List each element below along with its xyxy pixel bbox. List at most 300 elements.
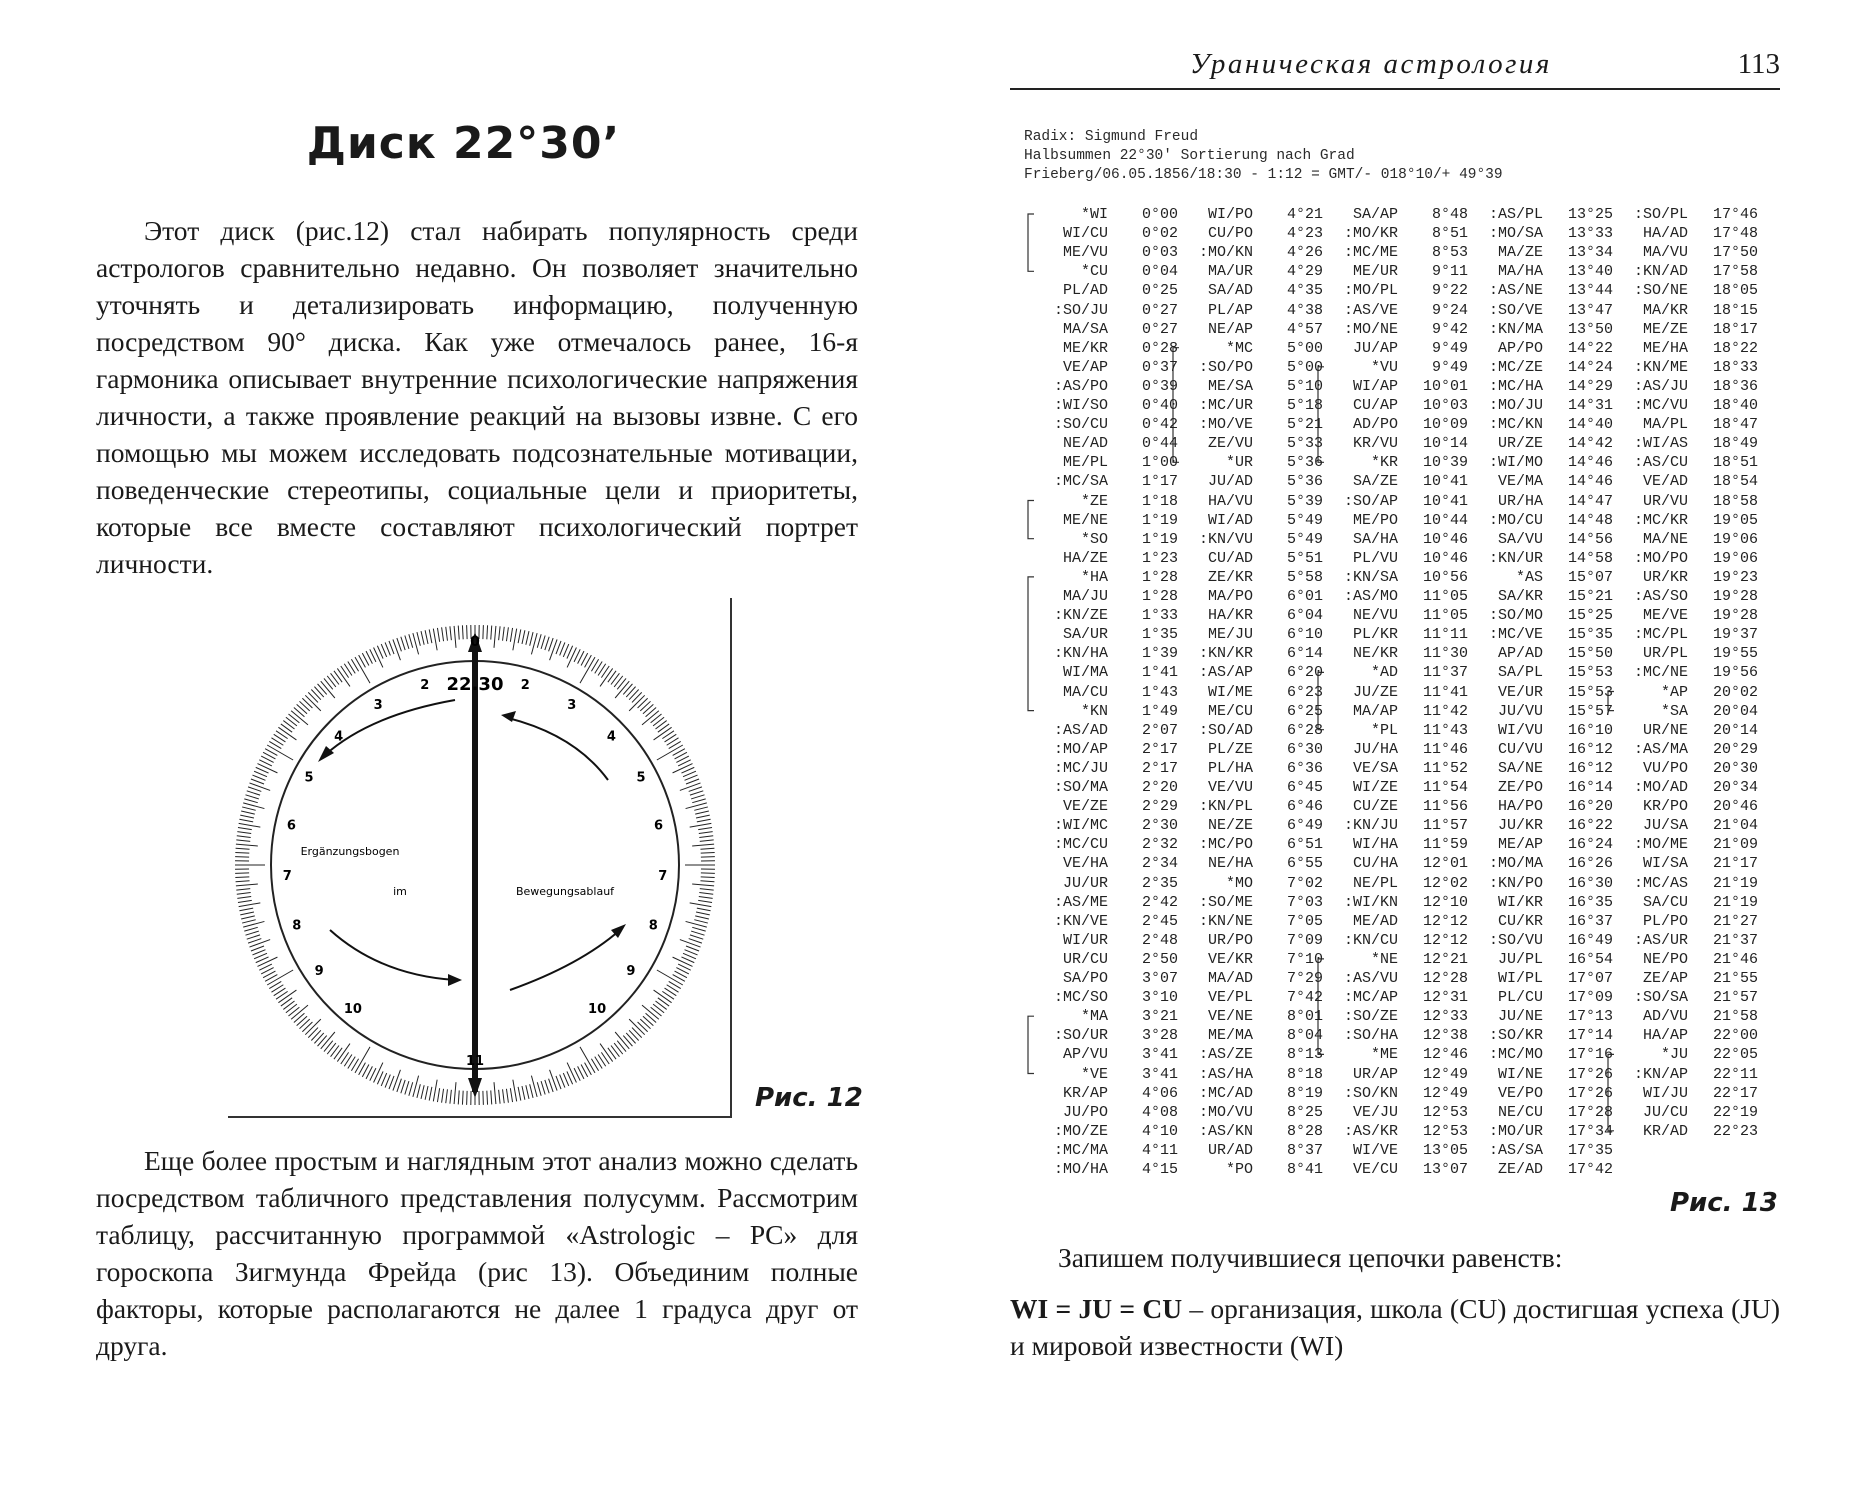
factor-cell: WI/UR: [1062, 931, 1108, 949]
degree-cell: 9°24: [1431, 301, 1468, 319]
degree-cell: 19°56: [1712, 664, 1758, 682]
degree-cell: 6°46: [1286, 798, 1323, 816]
lower-left-arc-arrow: [330, 930, 455, 980]
factor-cell: SA/PO: [1062, 970, 1108, 987]
factor-cell: *ME: [1370, 1046, 1398, 1064]
factor-cell: :SO/ME: [1198, 893, 1253, 911]
intro-paragraph: Этот диск (рис.12) стал набирать популярность среди астрологов сравнительно недавно. Он позволяет значительно уточнять и детализировать информацию, полученную посредством 90° диска. Как уже отмечалось ранее, 16-я гармоника описывает внутренние психологические напряжения личности, а также проявление реакций на вызовы извне. С его помощью мы можем исследовать подсознательные мотивации, поведенческие стереотипы, социальные цели и приоритеты, которые все вместе составляют психологический портрет личности.: [96, 215, 858, 579]
factor-cell: :WI/AS: [1633, 435, 1688, 453]
degree-cell: 2°20: [1141, 779, 1178, 796]
factor-cell: ME/PL: [1062, 454, 1108, 472]
degree-cell: 0°02: [1141, 225, 1178, 243]
factor-cell: *SO: [1080, 530, 1108, 548]
degree-cell: 1°28: [1141, 568, 1178, 586]
factor-cell: VE/PL: [1207, 989, 1253, 1007]
factor-cell: WI/ME: [1207, 683, 1253, 701]
factor-cell: :MO/HA: [1053, 1161, 1108, 1178]
factor-cell: :KN/JU: [1343, 817, 1398, 835]
factor-cell: *ZE: [1080, 492, 1108, 510]
factor-cell: *KN: [1080, 702, 1108, 720]
degree-cell: 14°24: [1567, 358, 1613, 376]
degree-cell: 22°17: [1712, 1084, 1758, 1102]
factor-cell: CU/AP: [1352, 397, 1398, 414]
degree-cell: 2°50: [1141, 950, 1178, 968]
factor-cell: :AS/ME: [1053, 893, 1108, 911]
degree-cell: 18°58: [1712, 492, 1758, 510]
factor-cell: CU/ZE: [1352, 798, 1398, 816]
disk-tick-label: 2: [520, 677, 530, 693]
factor-cell: SA/CU: [1642, 893, 1688, 911]
degree-cell: 8°13: [1286, 1046, 1323, 1064]
factor-cell: :MO/AP: [1053, 740, 1108, 758]
disk-tick-label: 3: [373, 697, 383, 713]
factor-cell: ME/HA: [1642, 339, 1688, 357]
factor-cell: *KR: [1370, 454, 1398, 472]
disk-tick-label: 2: [420, 677, 430, 693]
factor-cell: :MC/JU: [1053, 759, 1108, 777]
degree-cell: 17°09: [1567, 989, 1613, 1007]
degree-cell: 11°52: [1422, 759, 1468, 777]
upper-right-arc-arrow: [508, 718, 608, 780]
factor-cell: *MC: [1225, 339, 1253, 357]
factor-cell: ZE/KR: [1207, 568, 1253, 586]
disk-tick-label: 10: [588, 1001, 607, 1017]
degree-cell: 17°16: [1567, 1046, 1613, 1064]
factor-cell: :MC/KR: [1633, 511, 1688, 529]
disk-tick-label: 9: [626, 964, 636, 980]
degree-cell: 22°00: [1712, 1027, 1758, 1045]
degree-cell: 5°49: [1286, 530, 1323, 548]
degree-cell: 14°31: [1567, 397, 1613, 414]
degree-cell: 14°46: [1567, 454, 1613, 472]
factor-cell: :MO/UR: [1488, 1122, 1543, 1140]
degree-cell: 6°45: [1286, 779, 1323, 796]
factor-cell: CU/KR: [1497, 912, 1543, 930]
factor-cell: VE/NE: [1207, 1008, 1253, 1026]
degree-cell: 13°34: [1567, 244, 1613, 262]
factor-cell: *UR: [1225, 454, 1253, 472]
factor-cell: *AS: [1515, 568, 1543, 586]
factor-cell: :AS/KR: [1343, 1122, 1398, 1140]
degree-cell: 12°53: [1422, 1122, 1468, 1140]
degree-cell: 10°46: [1422, 530, 1468, 548]
degree-cell: 0°04: [1141, 263, 1178, 281]
factor-cell: UR/NE: [1642, 721, 1688, 739]
factor-cell: :WI/MC: [1053, 817, 1108, 835]
factor-cell: KR/PO: [1642, 798, 1688, 816]
degree-cell: 21°19: [1712, 893, 1758, 911]
degree-cell: 16°12: [1567, 759, 1613, 777]
degree-cell: 16°35: [1567, 893, 1613, 911]
degree-cell: 15°07: [1567, 568, 1613, 586]
degree-cell: 14°40: [1567, 416, 1613, 434]
factor-cell: :SO/MA: [1053, 779, 1108, 796]
factor-cell: :MC/SO: [1053, 989, 1108, 1007]
factor-cell: :MO/MA: [1488, 855, 1543, 873]
factor-cell: WI/AD: [1207, 511, 1253, 529]
degree-cell: 22°19: [1712, 1103, 1758, 1121]
factor-cell: :SO/UR: [1053, 1027, 1108, 1045]
degree-cell: 4°08: [1141, 1103, 1178, 1121]
degree-cell: 8°37: [1286, 1141, 1323, 1159]
factor-cell: :MC/ME: [1343, 244, 1398, 262]
degree-cell: 6°30: [1286, 740, 1323, 758]
factor-cell: MA/SA: [1062, 320, 1108, 338]
degree-cell: 21°27: [1712, 912, 1758, 930]
factor-cell: JU/SA: [1642, 817, 1688, 835]
factor-cell: :SO/KN: [1343, 1084, 1398, 1102]
degree-cell: 2°34: [1141, 855, 1178, 873]
degree-cell: 8°53: [1431, 244, 1468, 262]
factor-cell: *VE: [1080, 1065, 1108, 1083]
degree-cell: 16°14: [1567, 779, 1613, 796]
degree-cell: 11°56: [1422, 798, 1468, 816]
degree-cell: 11°59: [1422, 836, 1468, 854]
degree-cell: 22°23: [1712, 1122, 1758, 1140]
degree-cell: 1°49: [1141, 702, 1178, 720]
degree-cell: 16°30: [1567, 874, 1613, 892]
factor-cell: :KN/NE: [1198, 912, 1253, 930]
degree-cell: 11°11: [1422, 626, 1468, 644]
degree-cell: 6°23: [1286, 683, 1323, 701]
degree-cell: 4°35: [1286, 282, 1323, 300]
degree-cell: 6°49: [1286, 817, 1323, 835]
table-header-line: Frieberg/06.05.1856/18:30 - 1:12 = GMT/- 018°10/+ 49°39: [1024, 167, 1503, 183]
factor-cell: :SO/AD: [1198, 721, 1253, 739]
degree-cell: 7°29: [1286, 970, 1323, 987]
disk-tick-label: 9: [314, 964, 324, 980]
degree-cell: 21°37: [1712, 931, 1758, 949]
degree-cell: 21°55: [1712, 970, 1758, 987]
factor-cell: :SO/ZE: [1343, 1008, 1398, 1026]
factor-cell: *SA: [1660, 702, 1688, 720]
degree-cell: 1°18: [1141, 492, 1178, 510]
factor-cell: :KN/AP: [1633, 1065, 1688, 1083]
degree-cell: 2°17: [1141, 740, 1178, 758]
factor-cell: WI/VU: [1497, 721, 1543, 739]
factor-cell: ME/PO: [1352, 511, 1398, 529]
degree-cell: 1°41: [1141, 664, 1178, 682]
factor-cell: :MC/SA: [1053, 473, 1108, 491]
degree-cell: 10°09: [1422, 416, 1468, 434]
factor-cell: :SO/JU: [1053, 301, 1108, 319]
degree-cell: 16°10: [1567, 721, 1613, 739]
degree-cell: 4°23: [1286, 225, 1323, 243]
degree-cell: 1°17: [1141, 473, 1178, 491]
factor-cell: :MO/VU: [1198, 1103, 1253, 1121]
degree-cell: 12°02: [1422, 874, 1468, 892]
degree-cell: 14°48: [1567, 511, 1613, 529]
factor-cell: WI/NE: [1497, 1065, 1543, 1083]
factor-cell: :MC/PL: [1633, 626, 1688, 644]
factor-cell: :MO/KR: [1343, 225, 1398, 243]
degree-cell: 5°21: [1286, 416, 1323, 434]
degree-cell: 2°35: [1141, 874, 1178, 892]
factor-cell: SA/AP: [1352, 206, 1398, 223]
factor-cell: :KN/MA: [1488, 320, 1543, 338]
factor-cell: HA/AP: [1642, 1027, 1688, 1045]
degree-cell: 3°10: [1141, 989, 1178, 1007]
degree-cell: 12°38: [1422, 1027, 1468, 1045]
factor-cell: SA/UR: [1062, 626, 1108, 644]
degree-cell: 20°30: [1712, 759, 1758, 777]
factor-cell: ME/ZE: [1642, 320, 1688, 338]
factor-cell: VU/PO: [1642, 759, 1688, 777]
factor-cell: :KN/UR: [1488, 549, 1543, 567]
degree-cell: 6°10: [1286, 626, 1323, 644]
degree-cell: 2°45: [1141, 912, 1178, 930]
degree-cell: 1°33: [1141, 607, 1178, 625]
degree-cell: 13°50: [1567, 320, 1613, 338]
table-header-line: Radix: Sigmund Freud: [1024, 129, 1199, 145]
factor-cell: PL/ZE: [1207, 740, 1253, 758]
degree-cell: 18°47: [1712, 416, 1758, 434]
degree-cell: 16°26: [1567, 855, 1613, 873]
degree-cell: 11°37: [1422, 664, 1468, 682]
degree-cell: 5°00: [1286, 339, 1323, 357]
disk-tick-label: 6: [654, 818, 664, 834]
factor-cell: :AS/PL: [1488, 206, 1543, 223]
factor-cell: HA/KR: [1207, 607, 1253, 625]
degree-cell: 2°48: [1141, 931, 1178, 949]
degree-cell: 2°29: [1141, 798, 1178, 816]
factor-cell: :KN/KR: [1198, 645, 1253, 663]
factor-cell: NE/ZE: [1207, 817, 1253, 835]
factor-cell: :KN/CU: [1343, 931, 1398, 949]
factor-cell: :SO/VE: [1488, 301, 1543, 319]
factor-cell: :WI/MO: [1488, 454, 1543, 472]
factor-cell: NE/PO: [1642, 950, 1688, 968]
degree-cell: 8°04: [1286, 1027, 1323, 1045]
degree-cell: 11°42: [1422, 702, 1468, 720]
degree-cell: 0°40: [1141, 397, 1178, 414]
factor-cell: ME/NE: [1062, 511, 1108, 529]
factor-cell: NE/VU: [1352, 607, 1398, 625]
degree-cell: 21°17: [1712, 855, 1758, 873]
factor-cell: WI/PL: [1497, 970, 1543, 987]
factor-cell: :WI/KN: [1343, 893, 1398, 911]
factor-cell: :MC/KN: [1488, 416, 1543, 434]
factor-cell: HA/AD: [1642, 225, 1688, 243]
degree-cell: 18°49: [1712, 435, 1758, 453]
degree-cell: 13°47: [1567, 301, 1613, 319]
factor-cell: :MO/AD: [1633, 779, 1688, 796]
factor-cell: ME/UR: [1352, 263, 1398, 281]
degree-cell: 17°50: [1712, 244, 1758, 262]
degree-cell: 6°51: [1286, 836, 1323, 854]
degree-cell: 5°51: [1286, 549, 1323, 567]
factor-cell: :AS/MO: [1343, 588, 1398, 605]
factor-cell: :MC/VE: [1488, 626, 1543, 644]
degree-cell: 18°33: [1712, 358, 1758, 376]
degree-cell: 0°42: [1141, 416, 1178, 434]
degree-cell: 8°19: [1286, 1084, 1323, 1102]
factor-cell: :AS/VU: [1343, 970, 1398, 987]
factor-cell: :MO/PO: [1633, 549, 1688, 567]
degree-cell: 0°37: [1141, 358, 1178, 376]
section-heading: Диск 22°30’: [306, 118, 621, 169]
degree-cell: 17°14: [1567, 1027, 1613, 1045]
factor-cell: MA/PL: [1642, 416, 1688, 434]
factor-cell: *VU: [1370, 358, 1398, 376]
factor-cell: :MC/UR: [1198, 397, 1253, 414]
factor-cell: :AS/ZE: [1198, 1046, 1253, 1064]
degree-cell: 4°29: [1286, 263, 1323, 281]
degree-cell: 8°18: [1286, 1065, 1323, 1083]
disk-tick-label: 3: [567, 697, 577, 713]
degree-cell: 19°06: [1712, 549, 1758, 567]
equations-intro: Запишем получившиеся цепочки равенств:: [1058, 1242, 1563, 1273]
factor-cell: WI/HA: [1352, 836, 1398, 854]
degree-cell: 19°28: [1712, 588, 1758, 605]
factor-cell: WI/KR: [1497, 893, 1543, 911]
factor-cell: KR/AP: [1062, 1084, 1108, 1102]
degree-cell: 20°04: [1712, 702, 1758, 720]
degree-cell: 0°39: [1141, 377, 1178, 395]
factor-cell: :AS/HA: [1198, 1065, 1253, 1083]
factor-cell: UR/AD: [1207, 1141, 1253, 1159]
degree-cell: 9°11: [1431, 263, 1468, 281]
disk-tick-label: 7: [658, 868, 668, 884]
degree-cell: 4°06: [1141, 1084, 1178, 1102]
degree-cell: 9°22: [1431, 282, 1468, 300]
factor-cell: NE/CU: [1497, 1103, 1543, 1121]
factor-cell: UR/HA: [1497, 492, 1543, 510]
degree-cell: 21°58: [1712, 1008, 1758, 1026]
degree-cell: 0°28: [1141, 339, 1178, 357]
factor-cell: ME/KR: [1062, 339, 1108, 357]
factor-cell: WI/ZE: [1352, 779, 1398, 796]
degree-cell: 12°53: [1422, 1103, 1468, 1121]
factor-cell: VE/KR: [1207, 950, 1253, 968]
halfsums-table: [1020, 205, 1780, 1180]
degree-cell: 16°20: [1567, 798, 1613, 816]
degree-cell: 15°21: [1567, 588, 1613, 605]
factor-cell: VE/CU: [1352, 1161, 1398, 1178]
degree-cell: 5°00: [1286, 358, 1323, 376]
degree-cell: 19°28: [1712, 607, 1758, 625]
degree-cell: 18°22: [1712, 339, 1758, 357]
factor-cell: :MC/AS: [1633, 874, 1688, 892]
degree-cell: 6°55: [1286, 855, 1323, 873]
equation-paragraph: [1010, 1290, 1780, 1364]
factor-cell: :SO/PO: [1198, 358, 1253, 376]
degree-cell: 11°41: [1422, 683, 1468, 701]
degree-cell: 15°53: [1567, 664, 1613, 682]
degree-cell: 0°25: [1141, 282, 1178, 300]
table-header: [1024, 128, 1503, 185]
factor-cell: *CU: [1080, 263, 1108, 281]
degree-cell: 13°25: [1567, 206, 1613, 223]
degree-cell: 10°39: [1422, 454, 1468, 472]
degree-cell: 19°55: [1712, 645, 1758, 663]
factor-cell: ME/VE: [1642, 607, 1688, 625]
factor-cell: JU/KR: [1497, 817, 1543, 835]
degree-cell: 7°05: [1286, 912, 1323, 930]
degree-cell: 18°51: [1712, 454, 1758, 472]
degree-cell: 16°49: [1567, 931, 1613, 949]
factor-cell: :SO/CU: [1053, 416, 1108, 434]
factor-cell: PL/PO: [1642, 912, 1688, 930]
degree-cell: 6°04: [1286, 607, 1323, 625]
degree-cell: 16°12: [1567, 740, 1613, 758]
degree-cell: 0°27: [1141, 301, 1178, 319]
factor-cell: PL/AP: [1207, 301, 1253, 319]
disk-tick-label: 5: [636, 770, 646, 786]
factor-cell: HA/VU: [1207, 492, 1253, 510]
degree-cell: 2°30: [1141, 817, 1178, 835]
degree-cell: 11°05: [1422, 607, 1468, 625]
factor-cell: *MA: [1080, 1008, 1108, 1026]
degree-cell: 14°29: [1567, 377, 1613, 395]
degree-cell: 17°26: [1567, 1084, 1613, 1102]
degree-cell: 10°56: [1422, 568, 1468, 586]
disk-pointer-bottom-arrow: [468, 1078, 482, 1098]
degree-cell: 10°01: [1422, 377, 1468, 395]
degree-cell: 1°23: [1141, 549, 1178, 567]
factor-cell: PL/KR: [1352, 626, 1398, 644]
degree-cell: 10°14: [1422, 435, 1468, 453]
degree-cell: 1°19: [1141, 530, 1178, 548]
factor-cell: :WI/SO: [1053, 397, 1108, 414]
factor-cell: *WI: [1080, 206, 1108, 223]
factor-cell: :SO/SA: [1633, 989, 1688, 1007]
factor-cell: PL/AD: [1062, 282, 1108, 300]
degree-cell: 20°46: [1712, 798, 1758, 816]
degree-cell: 20°34: [1712, 779, 1758, 796]
degree-cell: 19°37: [1712, 626, 1758, 644]
factor-cell: VE/VU: [1207, 779, 1253, 796]
factor-cell: PL/CU: [1497, 989, 1543, 1007]
degree-cell: 3°07: [1141, 970, 1178, 987]
factor-cell: :SO/PL: [1633, 206, 1688, 223]
degree-cell: 1°39: [1141, 645, 1178, 663]
factor-cell: :AS/MA: [1633, 740, 1688, 758]
factor-cell: :MO/ME: [1633, 836, 1688, 854]
factor-cell: :AS/AD: [1053, 721, 1108, 739]
factor-cell: :AS/NE: [1488, 282, 1543, 300]
degree-cell: 21°04: [1712, 817, 1758, 835]
factor-cell: UR/CU: [1062, 950, 1108, 968]
factor-cell: PL/HA: [1207, 759, 1253, 777]
degree-cell: 13°44: [1567, 282, 1613, 300]
factor-cell: ME/SA: [1207, 377, 1253, 395]
degree-cell: 17°46: [1712, 206, 1758, 223]
degree-cell: 19°05: [1712, 511, 1758, 529]
degree-cell: 14°46: [1567, 473, 1613, 491]
degree-cell: 19°06: [1712, 530, 1758, 548]
degree-cell: 15°25: [1567, 607, 1613, 625]
factor-cell: :MO/CU: [1488, 511, 1543, 529]
factor-cell: :KN/AD: [1633, 263, 1688, 281]
factor-cell: :SO/KR: [1488, 1027, 1543, 1045]
factor-cell: :AS/SO: [1633, 588, 1688, 605]
factor-cell: *JU: [1660, 1046, 1688, 1064]
disk-center-label: 22.30: [446, 674, 504, 695]
disk-right-text: Bewegungsablauf: [515, 885, 615, 898]
degree-cell: 4°26: [1286, 244, 1323, 262]
degree-cell: 21°46: [1712, 950, 1758, 968]
degree-cell: 7°09: [1286, 931, 1323, 949]
degree-cell: 12°46: [1422, 1046, 1468, 1064]
degree-cell: 16°24: [1567, 836, 1613, 854]
degree-cell: 22°11: [1712, 1065, 1758, 1083]
degree-cell: 6°25: [1286, 702, 1323, 720]
factor-cell: :KN/ME: [1633, 358, 1688, 376]
factor-cell: :MC/PO: [1198, 836, 1253, 854]
factor-cell: :MO/KN: [1198, 244, 1253, 262]
degree-cell: 2°17: [1141, 759, 1178, 777]
